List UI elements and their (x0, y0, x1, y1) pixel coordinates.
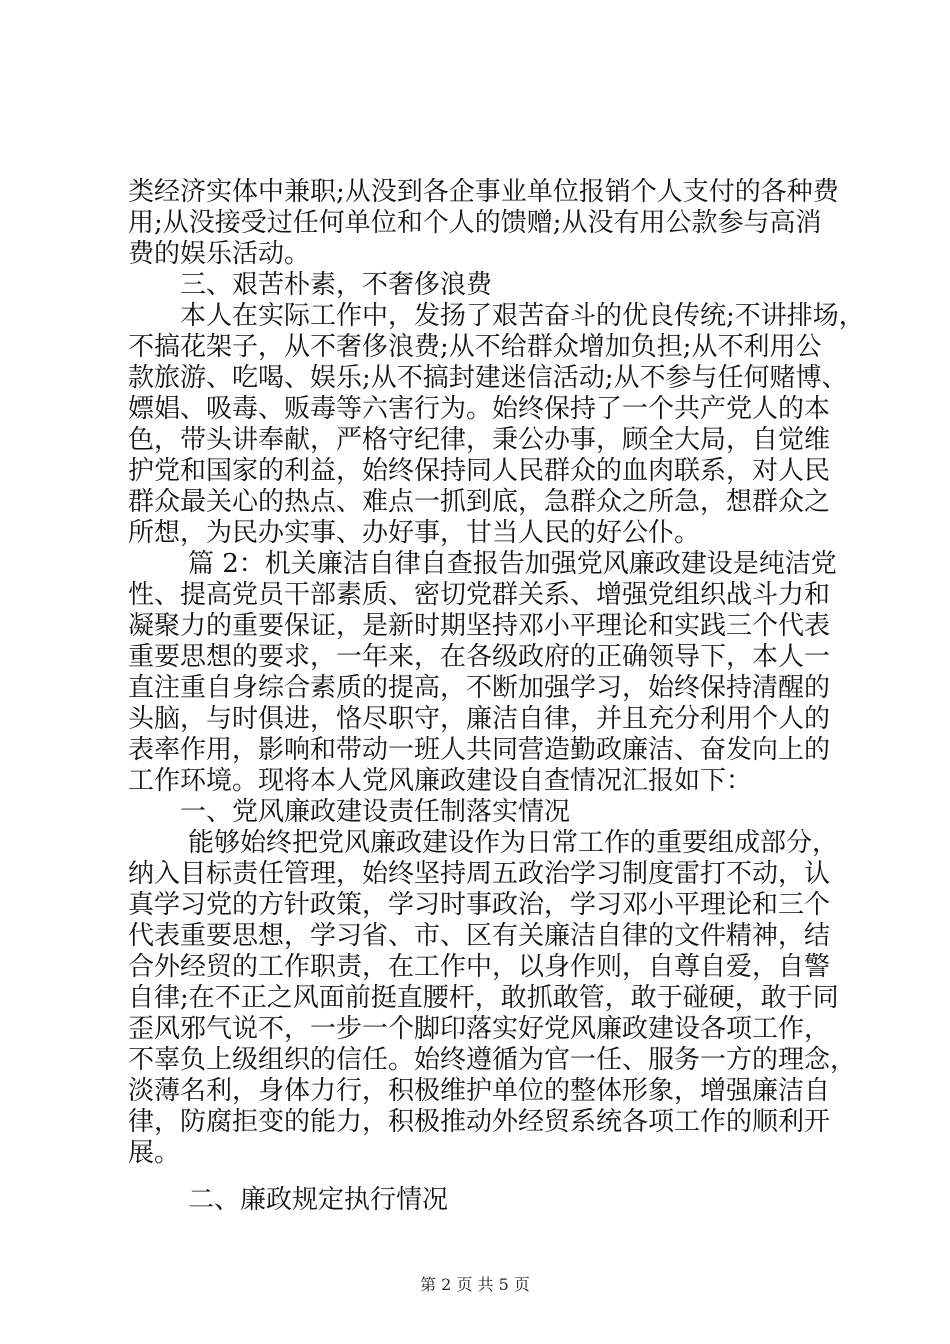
spacer (128, 1169, 848, 1185)
text-line: 嫖娼、吸毒、贩毒等六害行为。始终保持了一个共产党人的本 (128, 394, 831, 424)
text-line: 表率作用，影响和带动一班人共同营造勤政廉洁、奋发向上的 (128, 735, 831, 765)
text-line: 工作环境。现将本人党风廉政建设自查情况汇报如下： (128, 766, 753, 796)
document-body (128, 177, 865, 1216)
text-line: 色，带头讲奉献，严格守纪律，秉公办事，顾全大局，自觉维 (128, 425, 831, 455)
text-line: 淡薄名利，身体力行，积极维护单位的整体形象，增强廉洁自 (128, 1076, 831, 1106)
text-line: 凝聚力的重要保证，是新时期坚持邓小平理论和实践三个代表 (128, 611, 831, 641)
text-line: 款旅游、吃喝、娱乐;从不搞封建迷信活动;从不参与任何赌博、 (128, 363, 848, 393)
text-line: 真学习党的方针政策，学习时事政治，学习邓小平理论和三个 (128, 890, 831, 920)
text-line: 所想，为民办实事、办好事，甘当人民的好公仆。 (128, 518, 701, 548)
text-line: 合外经贸的工作职责，在工作中，以身作则，自尊自爱，自警 (128, 952, 831, 982)
paragraph-start-line: 能够始终把党风廉政建设作为日常工作的重要组成部分， (188, 828, 839, 858)
text-line: 用;从没接受过任何单位和个人的馈赠;从没有用公款参与高消 (128, 208, 822, 238)
text-line: 不辜负上级组织的信任。始终遵循为官一任、服务一方的理念， (128, 1045, 857, 1075)
text-line: 护党和国家的利益，始终保持同人民群众的血肉联系，对人民 (128, 456, 831, 486)
page-number-footer: 第 2 页 共 5 页 (420, 1275, 530, 1294)
text-line: 群众最关心的热点、难点一抓到底，急群众之所急，想群众之 (128, 487, 831, 517)
text-line: 自律;在不正之风面前挺直腰杆，敢抓敢管，敢于碰硬，敢于同 (128, 983, 839, 1013)
section-heading: 三、艰苦朴素，不奢侈浪费 (180, 270, 493, 300)
text-line: 纳入目标责任管理，始终坚持周五政治学习制度雷打不动，认 (128, 859, 831, 889)
text-line: 直注重自身综合素质的提高，不断加强学习，始终保持清醒的 (128, 673, 831, 703)
text-line: 费的娱乐活动。 (128, 239, 311, 269)
section-heading: 二、廉政规定执行情况 (188, 1185, 449, 1215)
text-line: 类经济实体中兼职;从没到各企事业单位报销个人支付的各种费 (128, 177, 839, 207)
text-line: 重要思想的要求，一年来，在各级政府的正确领导下，本人一 (128, 642, 831, 672)
text-line: 律，防腐拒变的能力，积极推动外经贸系统各项工作的顺利开 (128, 1107, 831, 1137)
section-heading: 一、党风廉政建设责任制落实情况 (180, 797, 571, 827)
text-line: 代表重要思想，学习省、市、区有关廉洁自律的文件精神，结 (128, 921, 831, 951)
paragraph-start-line: 本人在实际工作中，发扬了艰苦奋斗的优良传统;不讲排场， (180, 301, 865, 331)
article-heading-line: 篇 2：机关廉洁自律自查报告加强党风廉政建设是纯洁党 (188, 549, 837, 579)
text-line: 展。 (128, 1138, 181, 1168)
text-line: 头脑，与时俱进，恪尽职守，廉洁自律，并且充分利用个人的 (128, 704, 831, 734)
text-line: 不搞花架子，从不奢侈浪费;从不给群众增加负担;从不利用公 (128, 332, 822, 362)
text-line: 性、提高党员干部素质、密切党群关系、增强党组织战斗力和 (128, 580, 831, 610)
text-line: 歪风邪气说不，一步一个脚印落实好党风廉政建设各项工作， (128, 1014, 831, 1044)
